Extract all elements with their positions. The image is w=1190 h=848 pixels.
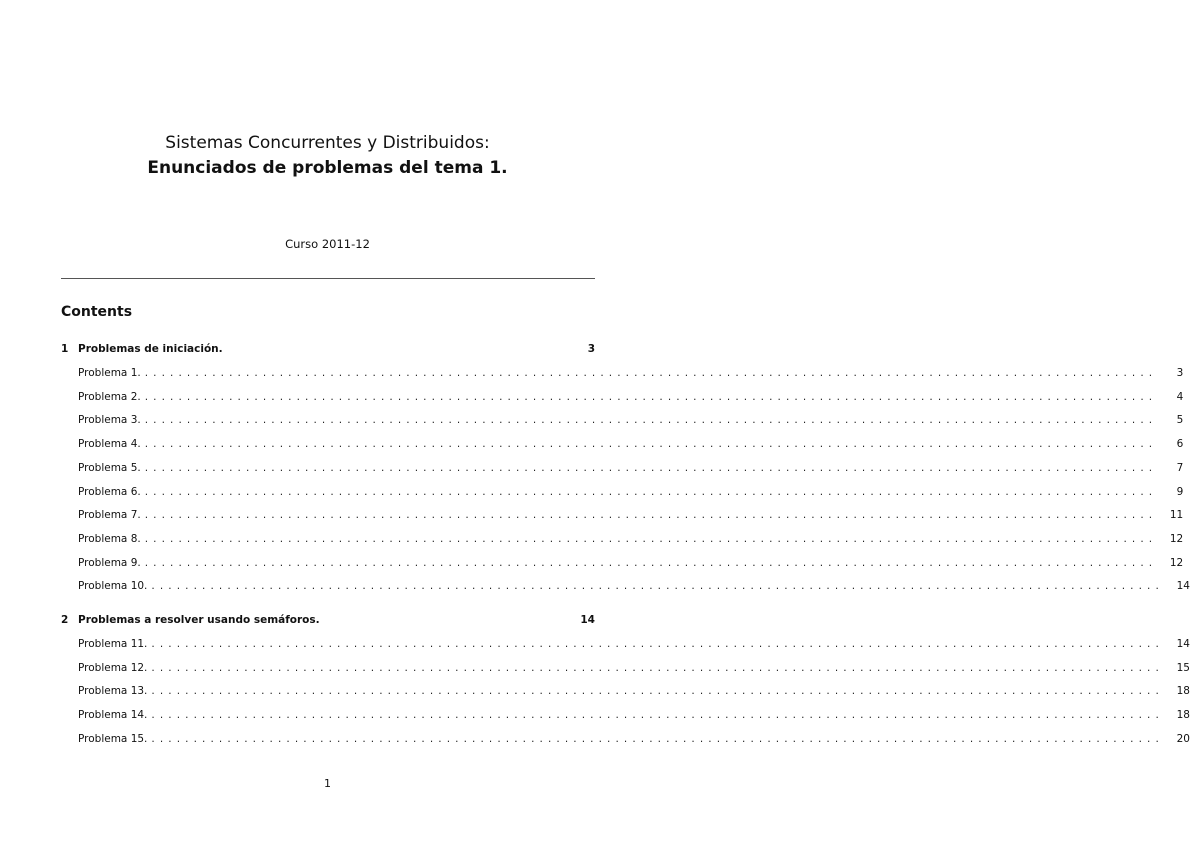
- dot-leader: ........................................................................................................................: [144, 556, 1158, 569]
- toc-section-page: 3: [587, 343, 595, 355]
- dot-leader: ........................................................................................................................: [151, 580, 1164, 593]
- toc-section-number: 2: [61, 614, 69, 626]
- horizontal-rule: [61, 278, 595, 279]
- toc-entry-title: Problema 1.: [78, 367, 141, 379]
- toc-entry[interactable]: [78, 367, 1184, 383]
- dot-leader: ........................................................................................................................: [144, 509, 1158, 522]
- page-number: 1: [324, 777, 331, 790]
- contents-heading: Contents: [61, 304, 133, 320]
- toc-entry-page: 14: [1176, 638, 1190, 650]
- toc-entry[interactable]: [78, 685, 1190, 701]
- course-label: Curso 2011-12: [285, 237, 370, 251]
- toc-entry-title: Problema 11.: [78, 638, 148, 650]
- dot-leader: ........................................................................................................................: [144, 461, 1158, 474]
- toc-entry[interactable]: [78, 556, 1184, 573]
- dot-leader: ........................................................................................................................: [144, 414, 1158, 427]
- toc-entry-page: 15: [1176, 661, 1190, 674]
- toc-entry[interactable]: [78, 485, 1184, 502]
- toc-entry-page: 18: [1176, 685, 1190, 698]
- dot-leader: ........................................................................................................................: [144, 390, 1158, 403]
- toc-entry-title: Problema 5.: [78, 461, 141, 474]
- toc-entry-title: Problema 3.: [78, 414, 141, 427]
- toc-section[interactable]: [61, 343, 595, 359]
- toc-entry-title: Problema 8.: [78, 532, 141, 545]
- toc-entry[interactable]: [78, 638, 1190, 654]
- toc-entry-page: 14: [1176, 580, 1190, 593]
- toc-entry-page: 6: [1176, 438, 1184, 451]
- toc-entry-page: 7: [1176, 461, 1184, 474]
- toc-entry[interactable]: [78, 414, 1184, 430]
- dot-leader: ........................................................................................................................: [144, 367, 1158, 379]
- dot-leader: ........................................................................................................................: [151, 638, 1164, 650]
- toc-entry-title: Problema 7.: [78, 509, 141, 522]
- toc-entry-title: Problema 12.: [78, 661, 148, 674]
- toc-entry-page: 4: [1176, 390, 1184, 403]
- dot-leader: ........................................................................................................................: [144, 532, 1158, 545]
- toc-entry[interactable]: [78, 438, 1184, 454]
- toc-entry[interactable]: [78, 580, 1190, 596]
- toc-entry-page: 11: [1169, 509, 1184, 522]
- dot-leader: ........................................................................................................................: [151, 732, 1164, 745]
- toc-entry[interactable]: [78, 509, 1184, 525]
- document-subtitle: Enunciados de problemas del tema 1.: [147, 158, 508, 178]
- toc-entry-title: Problema 15.: [78, 732, 148, 745]
- toc-entry-page: 3: [1176, 367, 1184, 379]
- dot-leader: ........................................................................................................................: [151, 709, 1164, 722]
- toc-entry[interactable]: [78, 732, 1190, 749]
- toc-entry-title: Problema 9.: [78, 556, 141, 569]
- document-title: Sistemas Concurrentes y Distribuidos:: [165, 133, 490, 153]
- toc-entry-title: Problema 14.: [78, 709, 148, 722]
- toc-entry[interactable]: [78, 661, 1190, 678]
- toc-entry-title: Problema 4.: [78, 438, 141, 451]
- dot-leader: ........................................................................................................................: [151, 661, 1164, 674]
- toc-entry-page: 5: [1176, 414, 1184, 427]
- toc-section-page: 14: [580, 614, 595, 626]
- dot-leader: ........................................................................................................................: [151, 685, 1164, 698]
- toc-section-title: Problemas a resolver usando semáforos.: [78, 614, 320, 626]
- toc-entry[interactable]: [78, 390, 1184, 407]
- toc-entry-title: Problema 13.: [78, 685, 148, 698]
- toc-entry[interactable]: [78, 709, 1190, 725]
- toc-entry-title: Problema 6.: [78, 485, 141, 498]
- toc-entry-page: 18: [1176, 709, 1190, 722]
- toc-entry-page: 12: [1169, 556, 1184, 569]
- toc-section-number: 1: [61, 343, 69, 355]
- dot-leader: ........................................................................................................................: [144, 438, 1158, 451]
- toc-section[interactable]: [61, 614, 595, 630]
- toc-entry-page: 20: [1176, 732, 1190, 745]
- dot-leader: ........................................................................................................................: [144, 485, 1158, 498]
- toc-entry-page: 12: [1169, 532, 1184, 545]
- toc-entry-page: 9: [1176, 485, 1184, 498]
- toc-entry-title: Problema 10.: [78, 580, 148, 593]
- toc-entry[interactable]: [78, 461, 1184, 478]
- toc-entry-title: Problema 2.: [78, 390, 141, 403]
- toc-entry[interactable]: [78, 532, 1184, 549]
- toc-section-title: Problemas de iniciación.: [78, 343, 223, 355]
